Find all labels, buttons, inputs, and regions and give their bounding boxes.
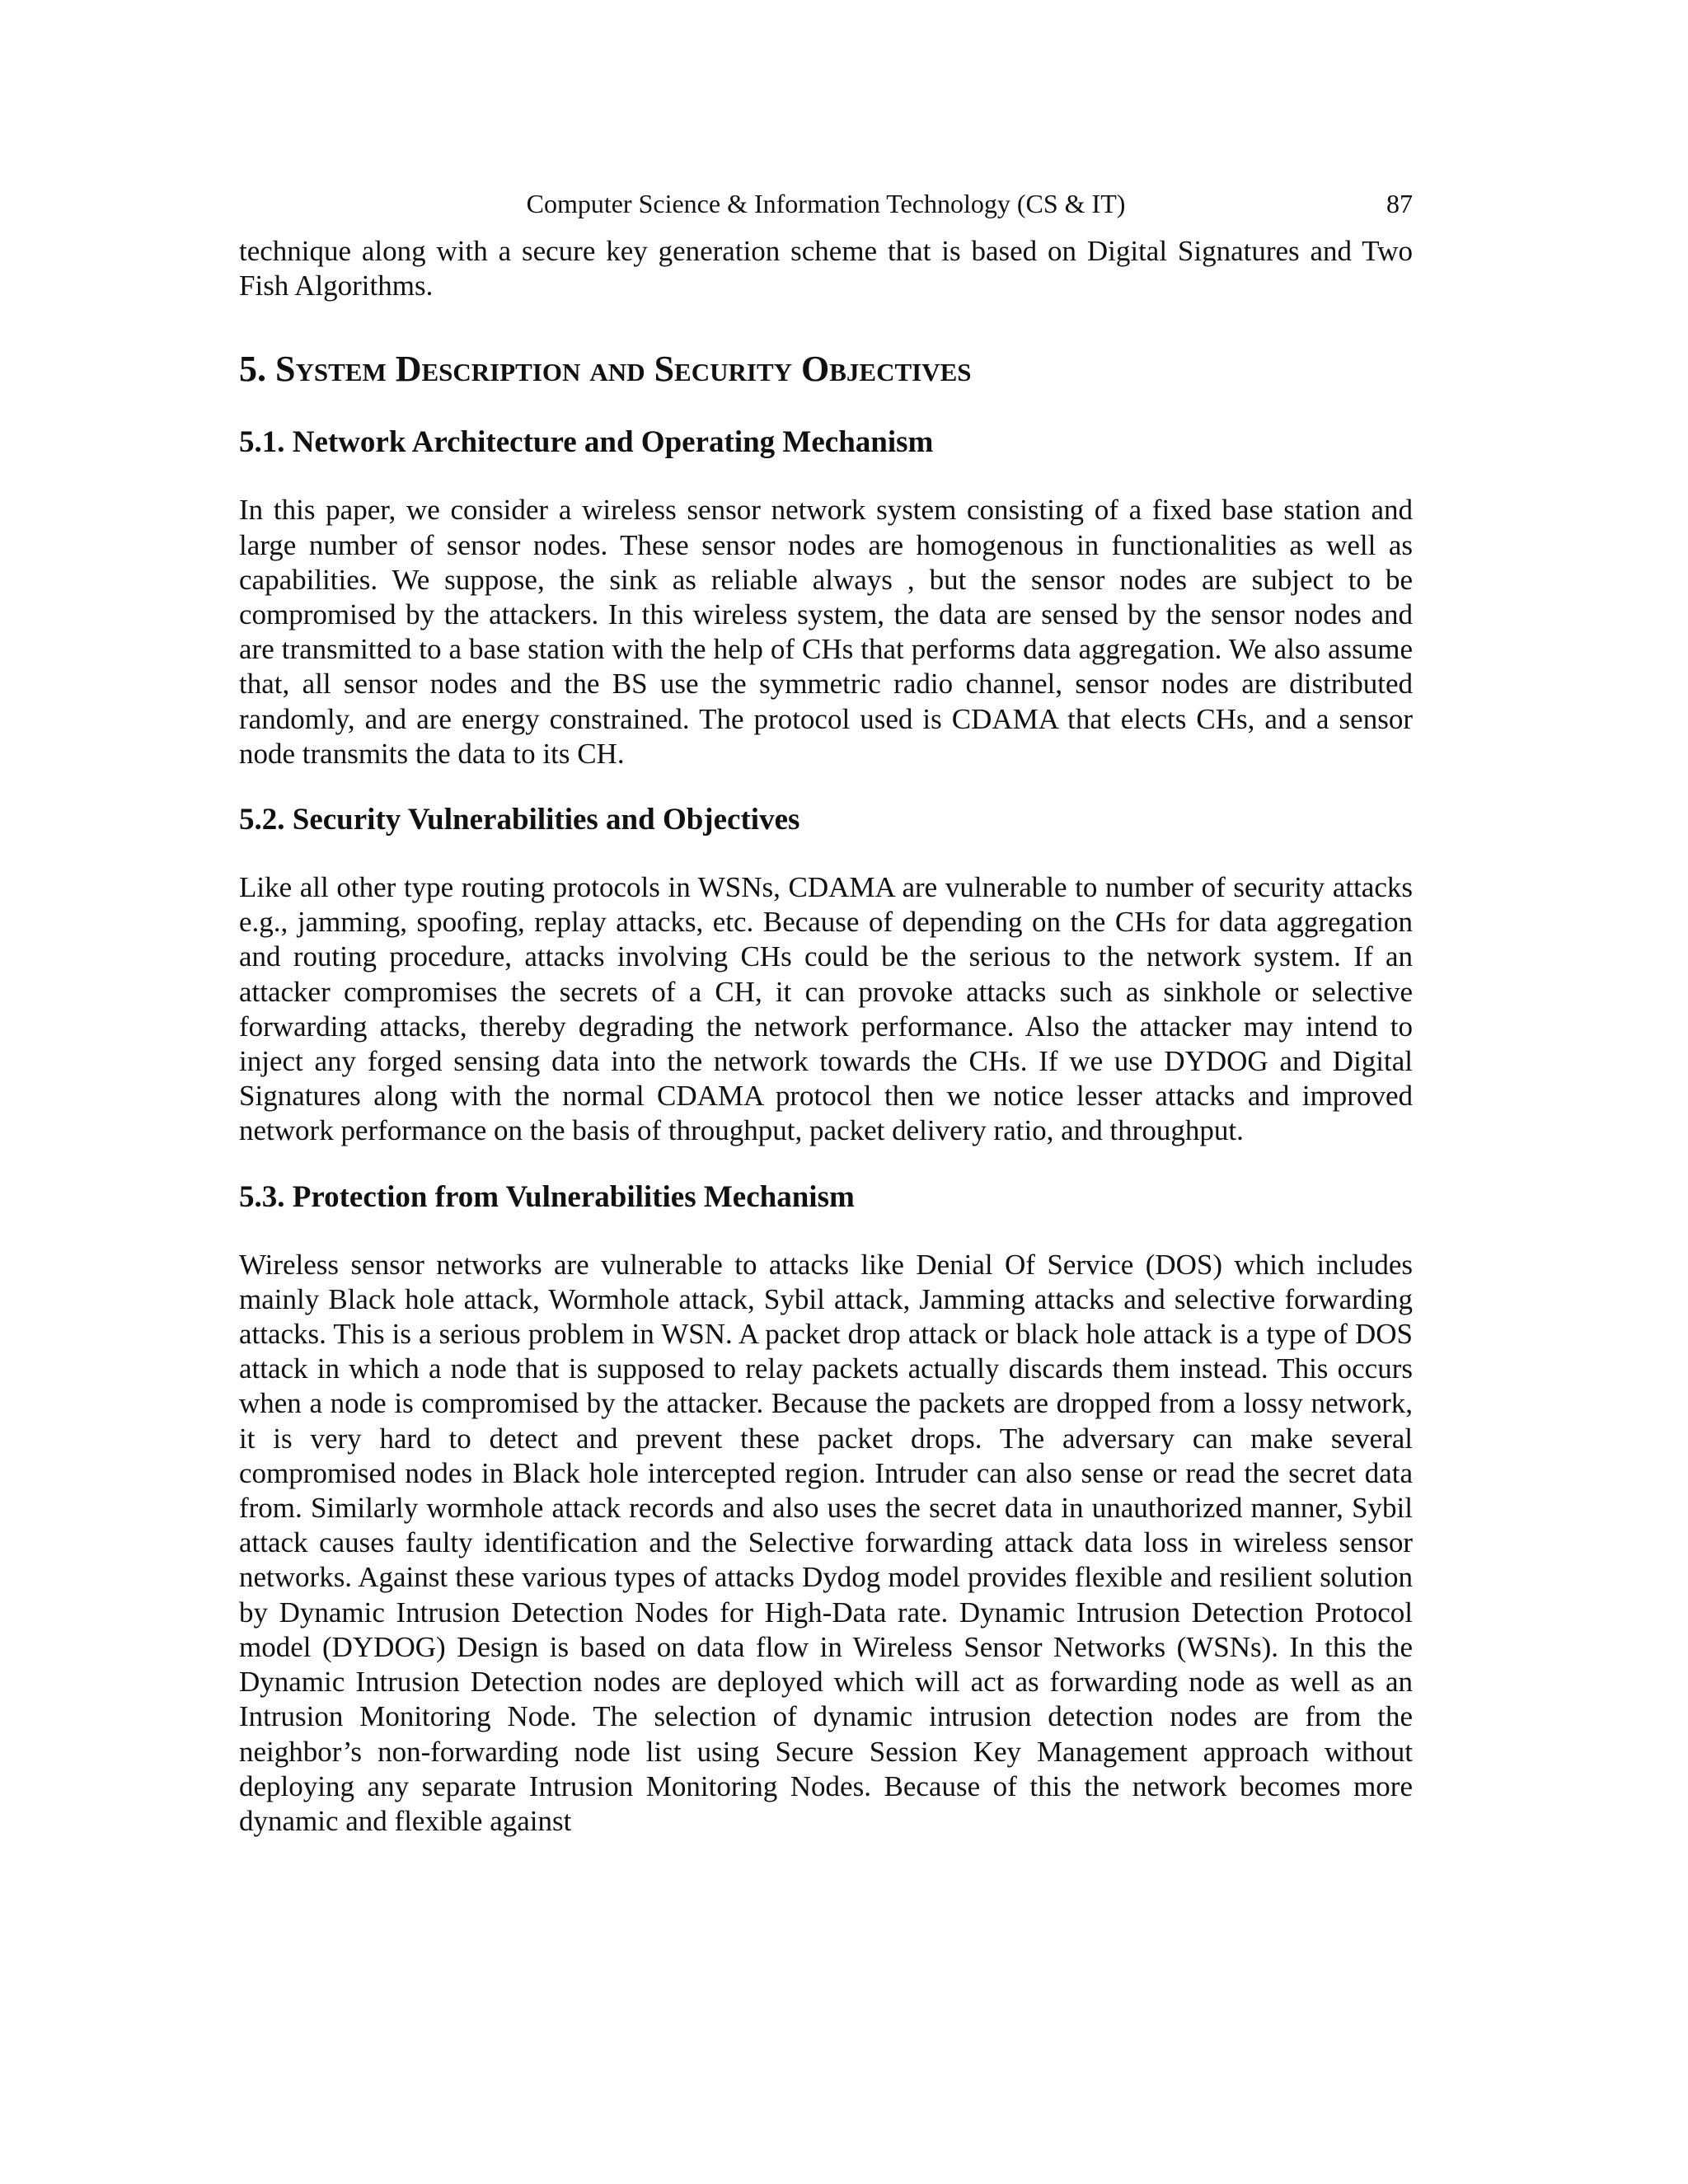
running-title: Computer Science & Information Technology (CS & IT)	[526, 189, 1126, 218]
page-number: 87	[1386, 189, 1413, 218]
paragraph-5-3: Wireless sensor networks are vulnerable to attacks like Denial Of Service (DOS) which includes mainly Black hole attack, Wormhole attack, Sybil attack, Jamming attacks and selective forwarding attacks. This is a serious problem in WSN. A packet drop attack or black hole attack is a type of DOS attack in which a node that is supposed to relay packets actually discards them instead. This occurs when a node is compromised by the attacker. Because the packets are dropped from a lossy network, it is very hard to detect and prevent these packet drops. The adversary can make several compromised nodes in Black hole intercepted region. Intruder can also sense or read the secret data from. Similarly wormhole attack records and also uses the secret data in unauthorized manner, Sybil attack causes faulty identification and the Selective forwarding attack data loss in wireless sensor networks. Against these various types of attacks Dydog model provides flexible and resilient solution by Dynamic Intrusion Detection Nodes for High-Data rate. Dynamic Intrusion Detection Protocol model (DYDOG) Design is based on data flow in Wireless Sensor Networks (WSNs). In this the Dynamic Intrusion Detection nodes are deployed which will act as forwarding node as well as an Intrusion Monitoring Node. The selection of dynamic intrusion detection nodes are from the neighbor’s non-forwarding node list using Secure Session Key Management approach without deploying any separate Intrusion Monitoring Nodes. Because of this the network becomes more dynamic and flexible against	[239, 1248, 1413, 1837]
page-content	[239, 234, 1413, 1839]
section-heading: 5. System Description and Security Objectives	[239, 349, 972, 390]
paragraph-5-2: Like all other type routing protocols in WSNs, CDAMA are vulnerable to number of security attacks e.g., jamming, spoofing, replay attacks, etc. Because of depending on the CHs for data aggregation and routing procedure, attacks involving CHs could be the serious to the network system. If an attacker compromises the secrets of a CH, it can provoke attacks such as sinkhole or selective forwarding attacks, thereby degrading the network performance. Also the attacker may intend to inject any forged sensing data into the network towards the CHs. If we use DYDOG and Digital Signatures along with the normal CDAMA protocol then we notice lesser attacks and improved network performance on the basis of throughput, packet delivery ratio, and throughput.	[239, 871, 1413, 1147]
subsection-heading-5-1: 5.1. Network Architecture and Operating Mechanism	[239, 425, 934, 460]
paragraph-5-1: In this paper, we consider a wireless sensor network system consisting of a fixed base station and large number of sensor nodes. These sensor nodes are homogenous in functionalities as well as capabilities. We suppose, the sink as reliable always , but the sensor nodes are subject to be compromised by the attackers. In this wireless system, the data are sensed by the sensor nodes and are transmitted to a base station with the help of CHs that performs data aggregation. We also assume that, all sensor nodes and the BS use the symmetric radio channel, sensor nodes are distributed randomly, and are energy constrained. The protocol used is CDAMA that elects CHs, and a sensor node transmits the data to its CH.	[239, 494, 1413, 770]
running-header	[239, 183, 1413, 224]
subsection-heading-5-3: 5.3. Protection from Vulnerabilities Mechanism	[239, 1179, 855, 1214]
intro-paragraph: technique along with a secure key generation scheme that is based on Digital Signatures and Two Fish Algorithms.	[239, 235, 1413, 302]
subsection-heading-5-2: 5.2. Security Vulnerabilities and Objectives	[239, 803, 800, 837]
